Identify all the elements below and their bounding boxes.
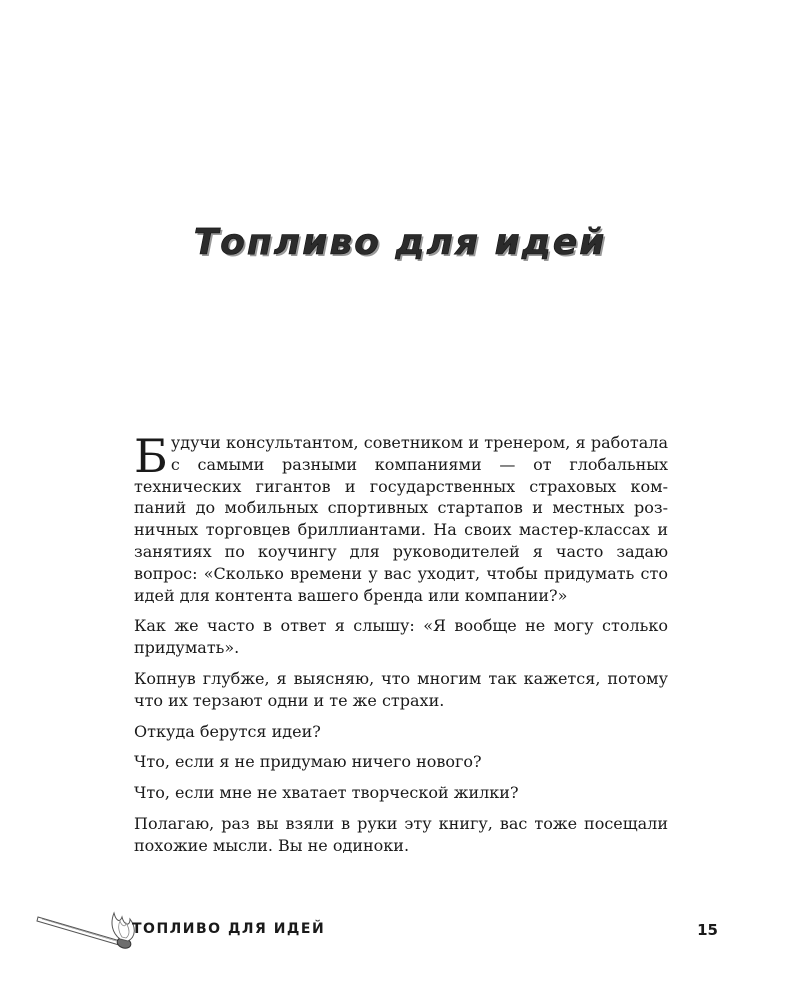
chapter-title: Топливо для идей <box>193 222 607 263</box>
running-head: ТОПЛИВО ДЛЯ ИДЕЙ <box>132 921 326 937</box>
paragraph: Полагаю, раз вы взяли в руки эту книгу, вас тоже посещали похожие мысли. Вы не одиноки. <box>134 813 668 855</box>
paragraph: Откуда берутся идеи? <box>134 721 321 741</box>
paragraph: Копнув глубже, я выясняю, что многим так кажется, потому что их терзают одни и те же страхи. <box>134 668 668 710</box>
page-footer <box>36 905 726 955</box>
paragraph: Что, если я не придумаю ничего нового? <box>134 752 482 772</box>
lead-paragraph <box>134 429 668 606</box>
body-text <box>134 429 668 866</box>
paragraph: Как же часто в ответ я слышу: «Я вообще не могу столько придумать». <box>134 616 668 658</box>
lead-paragraph-text: удучи консультантом, советником и тренером, я работала с самыми разными компаниями — от глобальных технических гигантов и государственных страховых компаний до мобильных спортивных стартапов и местных розничных торговцев бриллиантами. На своих мастер-классах и занятиях по коучингу для руководителей я часто задаю вопрос: «Сколько времени у вас уходит, чтобы придумать сто идей для контента вашего бренда или компании?» <box>134 433 668 605</box>
page-number: 15 <box>697 921 718 939</box>
drop-cap: Б <box>134 429 168 483</box>
paragraph: Что, если мне не хватает творческой жилки? <box>134 783 519 803</box>
burning-match-icon <box>36 905 146 955</box>
